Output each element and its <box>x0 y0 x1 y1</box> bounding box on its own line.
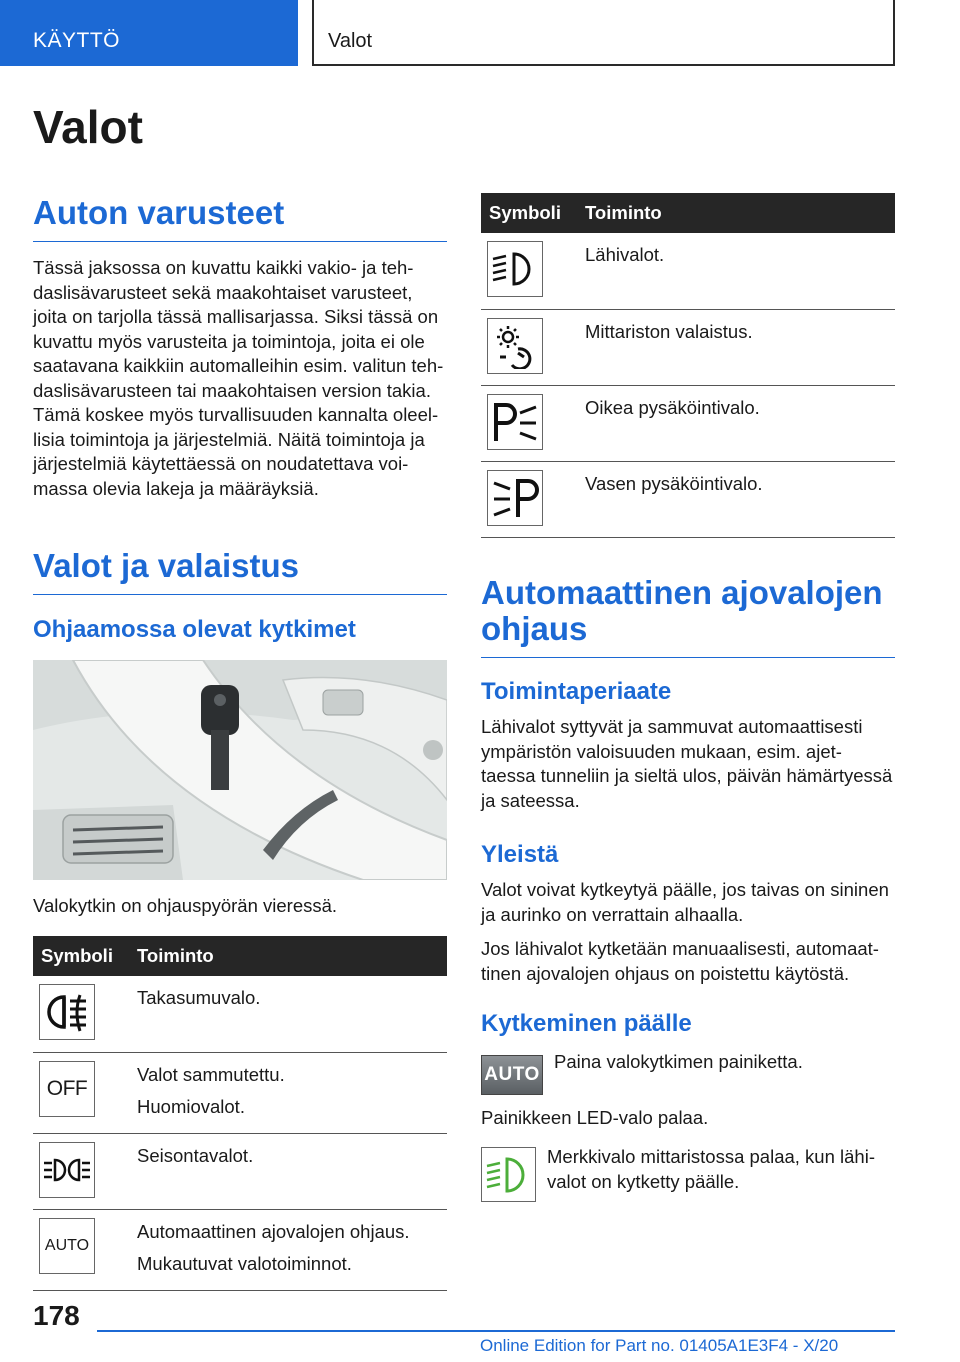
function-cell <box>129 1133 447 1209</box>
heading-auto-headlights <box>481 575 895 658</box>
table-row <box>33 1209 447 1290</box>
low-beam-indicator-icon <box>481 1147 536 1202</box>
header-chapter-title: Valot <box>312 0 895 66</box>
function-text: Mittariston valaistus. <box>585 320 753 342</box>
text-line: ja aurinko on verrattain alhaalla. <box>481 903 744 925</box>
light-switch-photo <box>33 660 447 880</box>
auto-icon <box>39 1218 95 1274</box>
table-row <box>33 1133 447 1209</box>
function-cell <box>577 385 895 461</box>
right-parking-light-icon <box>487 394 543 450</box>
table-row <box>33 1052 447 1133</box>
auto-button-text: AUTO <box>484 1064 540 1085</box>
auto-icon-text: AUTO <box>44 1236 90 1254</box>
principle-paragraph <box>481 715 895 813</box>
heading-switch-on: Kytkeminen päälle <box>481 1010 692 1037</box>
heading-switches: Ohjaamossa olevat kytkimet <box>33 616 356 643</box>
function-text: Lähivalot. <box>585 244 665 265</box>
heading-general: Yleistä <box>481 841 559 868</box>
parking-lights-icon <box>39 1142 95 1198</box>
function-text: Automaattinen ajovalojen ohjaus. <box>137 1220 410 1242</box>
page-title: Valot <box>33 101 143 153</box>
rear-fog-light-icon <box>39 984 95 1040</box>
page-number: 178 <box>33 1300 80 1331</box>
section-tab: KÄYTTÖ <box>0 0 298 66</box>
text-line: daslisävarusteet sekä maakohtaiset varusteet, <box>33 281 413 303</box>
symbols-table-left <box>33 936 447 1291</box>
text-line: saatavana kaikkiin automalleihin esim. valitun teh- <box>33 355 444 376</box>
heading-lights: Valot ja valaistus <box>33 548 447 595</box>
general-paragraph-1 <box>481 878 895 927</box>
function-cell <box>129 1209 447 1290</box>
footer-edition: Online Edition for Part no. 01405A1E3F4 - X/20 <box>480 1336 839 1355</box>
column-header-symbol: Symboli <box>33 936 129 976</box>
text-line: lisia toimintoja ja järjestelmiä. Näitä toimintoja ja <box>33 428 425 450</box>
off-icon-text: OFF <box>46 1076 88 1100</box>
text-line: Merkkivalo mittaristossa palaa, kun lähi- <box>547 1146 875 1167</box>
text-line: kuvattu myös varusteita ja toimintoja, joita ei ole <box>33 330 425 352</box>
indicator-paragraph <box>547 1145 895 1194</box>
function-cell <box>129 976 447 1052</box>
function-text: Huomiovalot. <box>137 1095 245 1117</box>
column-header-function: Toiminto <box>129 936 447 976</box>
heading-line: ohjaus <box>481 610 588 647</box>
text-line: taessa tunneliin ja sieltä ulos, päivän hämärtyessä <box>481 765 893 786</box>
heading-line: Automaattinen ajovalojen <box>481 574 883 611</box>
text-line: Lähivalot syttyvät ja sammuvat automaattisesti <box>481 716 863 737</box>
low-beam-icon <box>487 241 543 297</box>
off-icon <box>39 1061 95 1117</box>
function-text: Takasumuvalo. <box>137 987 261 1008</box>
text-line: järjestelmiä käytettäessä on noudatettava voi- <box>33 453 409 474</box>
function-text: Valot sammutettu. <box>137 1063 285 1085</box>
heading-equipment: Auton varusteet <box>33 195 447 242</box>
text-line: massa olevia lakeja ja määräyksiä. <box>33 477 319 499</box>
text-line: Tämä koskee myös turvallisuuden kannalta oleel- <box>33 404 439 425</box>
function-cell <box>577 461 895 537</box>
text-line: tinen ajovalojen ohjaus on poistettu käytöstä. <box>481 962 850 984</box>
column-header-function: Toiminto <box>577 193 895 233</box>
table-row <box>481 309 895 385</box>
symbols-table-right <box>481 193 895 538</box>
text-line: Tässä jaksossa on kuvattu kaikki vakio- ja teh- <box>33 257 414 278</box>
footer-divider <box>97 1330 895 1332</box>
table-row <box>33 976 447 1052</box>
table-row <box>481 461 895 537</box>
text-line: ympäristön valoisuuden mukaan, esim. ajet- <box>481 740 842 762</box>
auto-button-icon <box>481 1055 543 1095</box>
heading-principle: Toimintaperiaate <box>481 678 672 705</box>
function-cell <box>577 233 895 309</box>
photo-caption: Valokytkin on ohjauspyörän vieressä. <box>33 895 338 916</box>
table-row <box>481 385 895 461</box>
function-cell <box>577 309 895 385</box>
function-text: Seisontavalot. <box>137 1144 254 1166</box>
text-line: joita on tarjolla tässä mallisarjassa. Siksi tässä on <box>33 306 439 327</box>
function-cell <box>129 1052 447 1133</box>
led-text: Painikkeen LED-valo palaa. <box>481 1107 709 1128</box>
press-instruction: Paina valokytkimen painiketta. <box>554 1051 803 1072</box>
text-line: ja sateessa. <box>481 789 580 811</box>
function-text: Mukautuvat valotoiminnot. <box>137 1252 352 1274</box>
left-parking-light-icon <box>487 470 543 526</box>
table-row <box>481 233 895 309</box>
equipment-paragraph <box>33 256 447 501</box>
instrument-lighting-icon <box>487 318 543 374</box>
function-text: Oikea pysäköintivalo. <box>585 396 760 418</box>
text-line: Valot voivat kytkeytyä päälle, jos taivas on sininen <box>481 879 889 900</box>
text-line: valot on kytketty päälle. <box>547 1170 740 1192</box>
column-header-symbol: Symboli <box>481 193 577 233</box>
general-paragraph-2 <box>481 937 895 986</box>
text-line: daslisävarusteen tai maakohtaisen version takia. <box>33 379 431 401</box>
text-line: Jos lähivalot kytketään manuaalisesti, automaat- <box>481 938 879 959</box>
function-text: Vasen pysäköintivalo. <box>585 472 763 494</box>
